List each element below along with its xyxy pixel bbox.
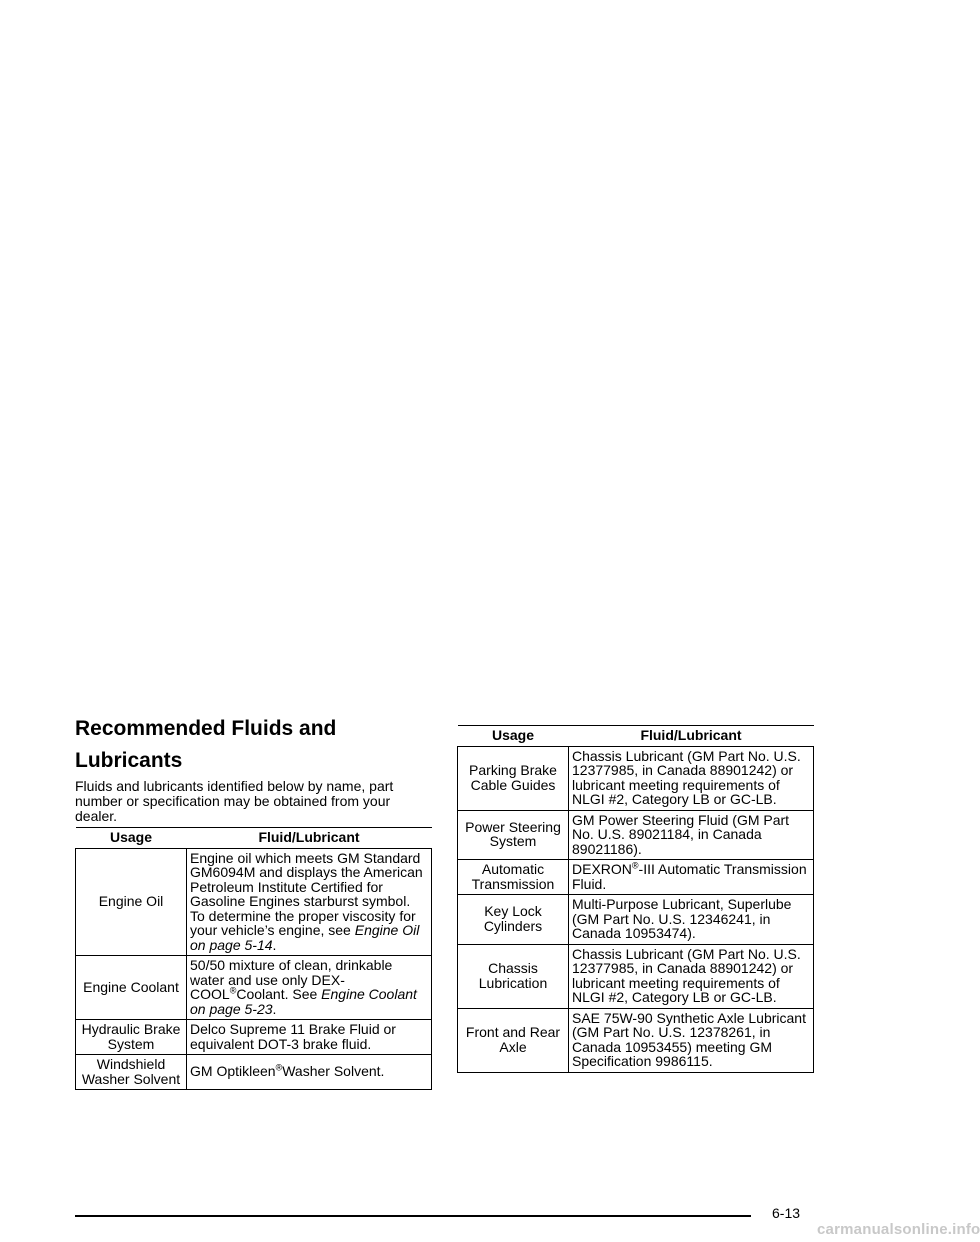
page-number: 6-13 (772, 1205, 801, 1221)
usage-cell: Automatic Transmission (458, 860, 569, 895)
table-row (458, 860, 814, 895)
fluid-header: Fluid/Lubricant (569, 726, 814, 747)
fluids-table-left (75, 827, 432, 1090)
table-row (458, 895, 814, 945)
table-row (458, 810, 814, 860)
fluids-table-right (457, 725, 814, 1073)
table-row (76, 848, 432, 956)
registered-mark: ® (631, 860, 639, 871)
fluid-text: 50/50 mixture of clean, drinkable water and use only DEX-COOL (190, 957, 393, 1002)
fluid-text-end: . (272, 936, 277, 953)
fluid-cell (569, 860, 814, 895)
usage-cell: Key Lock Cylinders (458, 895, 569, 945)
watermark: carmanualsonline.info (817, 1221, 980, 1238)
fluid-header: Fluid/Lubricant (187, 828, 432, 849)
fluid-cell: Chassis Lubricant (GM Part No. U.S. 12377985, in Canada 88901242) or lubricant meeting requirements of NLGI #2, Category LB or GC-LB. (569, 746, 814, 810)
table-row (458, 1008, 814, 1072)
fluid-cell (187, 1055, 432, 1090)
fluid-cell (187, 956, 432, 1020)
table-row (458, 944, 814, 1008)
table-row (458, 746, 814, 810)
usage-cell: Windshield Washer Solvent (76, 1055, 187, 1090)
table-row (76, 956, 432, 1020)
registered-mark: ® (275, 1062, 283, 1073)
fluid-cell: SAE 75W-90 Synthetic Axle Lubricant (GM Part No. U.S. 12378261, in Canada 10953455) meeting GM Specification 9986115. (569, 1008, 814, 1072)
section-intro: Fluids and lubricants identified below by name, part number or specification may be obtained from your dealer. (75, 778, 394, 824)
table-row (76, 1055, 432, 1090)
usage-cell: Hydraulic Brake System (76, 1020, 187, 1055)
fluid-text: Coolant. See (236, 986, 322, 1002)
usage-cell: Chassis Lubrication (458, 944, 569, 1008)
fluid-text: DEXRON (572, 861, 632, 877)
usage-cell: Engine Coolant (76, 956, 187, 1020)
fluid-cell: Delco Supreme 11 Brake Fluid or equivalent DOT-3 brake fluid. (187, 1020, 432, 1055)
usage-cell: Power Steering System (458, 810, 569, 860)
table-row (76, 1020, 432, 1055)
page-reference: Engine Coolant on page 5-23 (190, 986, 417, 1017)
fluid-text: -III Automatic Transmission Fluid. (572, 861, 807, 892)
registered-mark: ® (229, 985, 237, 996)
fluid-text-end: . (272, 1000, 277, 1017)
page-reference: Engine Oil on page 5-14 (190, 922, 420, 953)
footer-rule (75, 1215, 751, 1217)
usage-header: Usage (458, 726, 569, 747)
usage-cell: Front and Rear Axle (458, 1008, 569, 1072)
usage-header: Usage (76, 828, 187, 849)
table-header-row (76, 828, 432, 849)
fluid-text: GM Optikleen (190, 1063, 276, 1080)
table-header-row (458, 726, 814, 747)
section-title: Recommended Fluids and Lubricants (75, 717, 337, 772)
fluid-cell: Multi-Purpose Lubricant, Superlube (GM Part No. U.S. 12346241, in Canada 10953474). (569, 895, 814, 945)
fluid-text: Engine oil which meets GM Standard GM6094M and displays the American Petroleum Institute Certified for Gasoline Engines starburst symbol. To determine the proper viscosity for your vehicle’s engine, see (190, 849, 423, 938)
usage-cell: Parking Brake Cable Guides (458, 746, 569, 810)
fluid-text: Washer Solvent. (282, 1063, 385, 1080)
usage-cell: Engine Oil (76, 848, 187, 956)
fluid-cell (187, 848, 432, 956)
fluid-cell: Chassis Lubricant (GM Part No. U.S. 12377985, in Canada 88901242) or lubricant meeting requirements of NLGI #2, Category LB or GC-LB. (569, 944, 814, 1008)
fluid-cell: GM Power Steering Fluid (GM Part No. U.S. 89021184, in Canada 89021186). (569, 810, 814, 860)
